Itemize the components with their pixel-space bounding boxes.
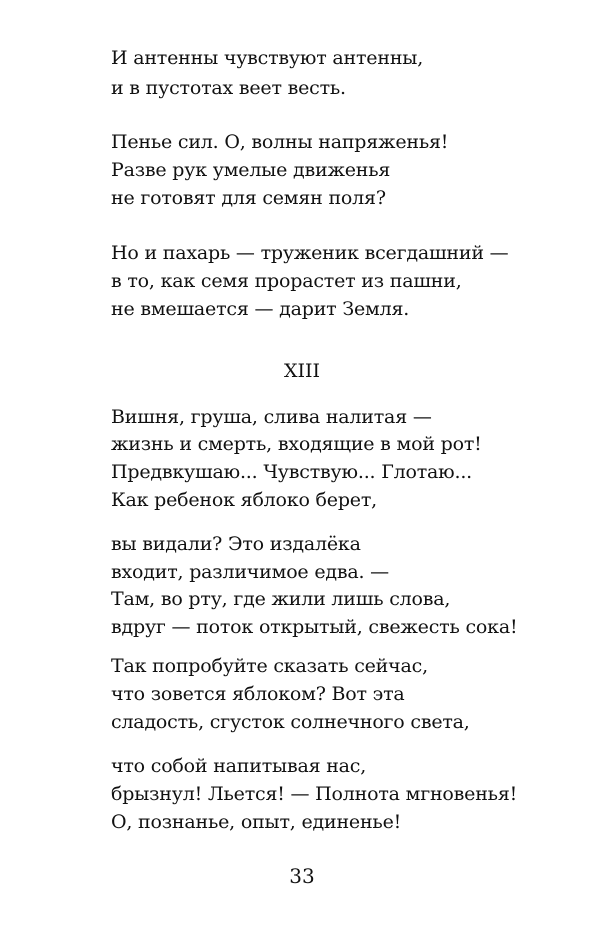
poem-line: Предвкушаю... Чувствую... Глотаю...: [111, 461, 472, 483]
poem-line: Вишня, груша, слива налитая —: [111, 406, 432, 428]
poem-line: не готовят для семян поля?: [111, 187, 386, 209]
section-heading: XIII: [283, 360, 321, 382]
poem-line: жизнь и смерть, входящие в мой рот!: [111, 433, 482, 455]
poem-line: О, познанье, опыт, единенье!: [111, 811, 402, 833]
poem-line: брызнул! Льется! — Полнота мгновенья!: [111, 783, 518, 805]
poem-line: Как ребенок яблоко берет,: [111, 489, 377, 511]
poem-line: сладость, сгусток солнечного света,: [111, 711, 470, 733]
poem-line: Так попробуйте сказать сейчас,: [111, 655, 428, 677]
poem-line: и в пустотах веет весть.: [111, 77, 346, 99]
poem-line: что зовется яблоком? Вот эта: [111, 683, 405, 705]
poem-line: не вмешается — дарит Земля.: [111, 298, 410, 320]
poem-line: вы видали? Это издалёка: [111, 533, 361, 555]
poem-line: в то, как семя прорастет из пашни,: [111, 270, 462, 292]
poem-line: входит, различимое едва. —: [111, 561, 389, 583]
poem-line: что собой напитывая нас,: [111, 755, 367, 777]
poem-line: Там, во рту, где жили лишь слова,: [111, 588, 451, 610]
poem-line: вдруг — поток открытый, свежесть сока!: [111, 616, 518, 638]
poem-line: Разве рук умелые движенья: [111, 159, 391, 181]
poem-line: Но и пахарь — труженик всегдашний —: [111, 242, 509, 264]
poem-line: И антенны чувствуют антенны,: [111, 47, 424, 69]
poem-line: Пенье сил. О, волны напряженья!: [111, 131, 449, 153]
page-number: 33: [289, 864, 315, 888]
